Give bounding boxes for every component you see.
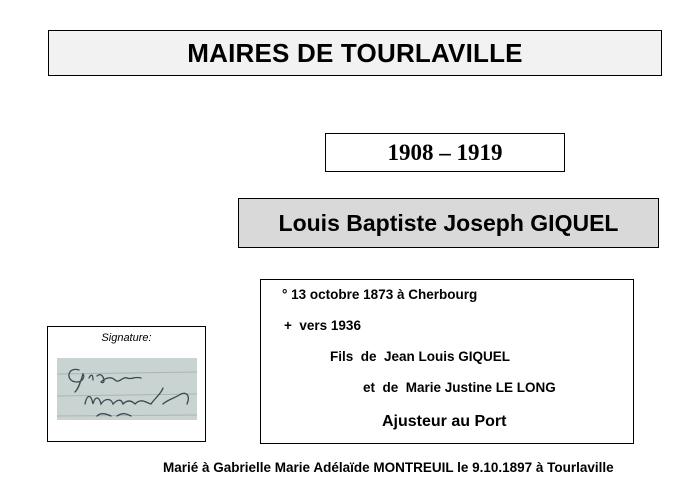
signature-image [57, 358, 197, 420]
father-line: Fils de Jean Louis GIQUEL [330, 349, 511, 364]
page-title: MAIRES DE TOURLAVILLE [187, 37, 523, 68]
term-box [325, 133, 565, 172]
birth-line: ° 13 octobre 1873 à Cherbourg [282, 287, 478, 302]
mother-line: et de Marie Justine LE LONG [363, 380, 556, 395]
mayor-name: Louis Baptiste Joseph GIQUEL [278, 209, 619, 236]
occupation-line: Ajusteur au Port [382, 413, 507, 430]
page-title-box [48, 30, 662, 76]
mayor-name-box [238, 198, 659, 248]
biography-box [260, 279, 634, 444]
signature-box [47, 326, 206, 442]
term-years: 1908 – 1919 [387, 139, 503, 165]
death-line: + vers 1936 [284, 318, 361, 333]
signature-label: Signature: [101, 332, 152, 344]
marriage-line: Marié à Gabrielle Marie Adélaïde MONTREUIL le 9.10.1897 à Tourlaville [163, 460, 614, 475]
